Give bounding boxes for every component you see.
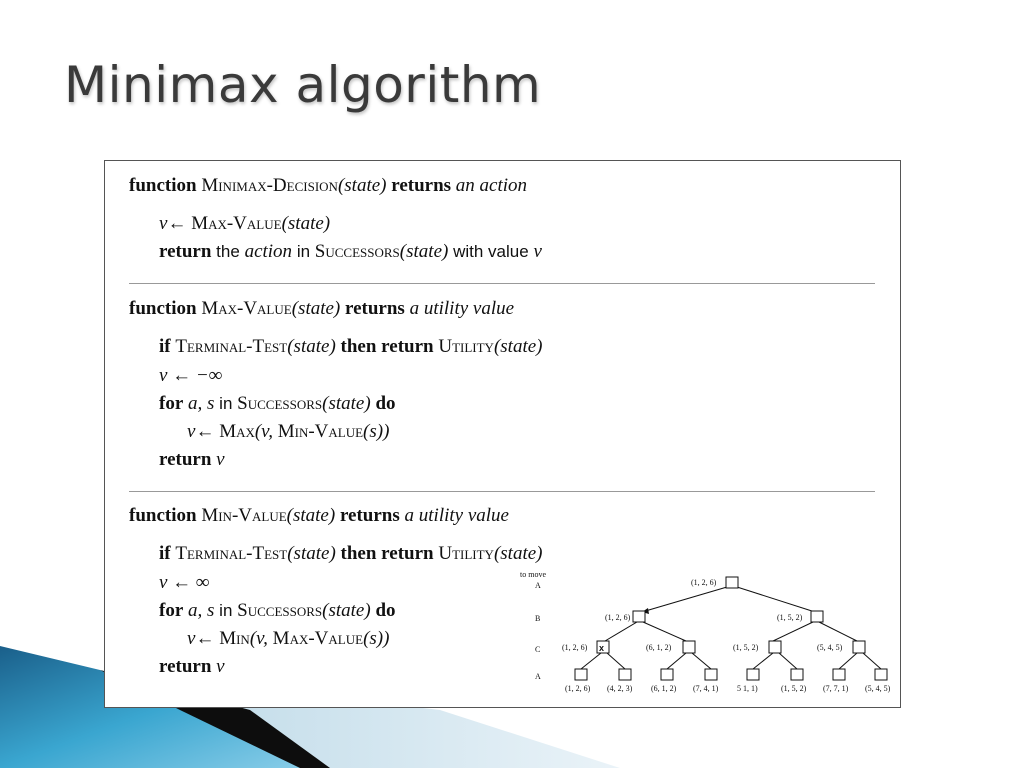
min-value-header: function Min-Value(state) returns a utility value bbox=[129, 505, 509, 526]
level-label-c: C bbox=[535, 645, 541, 654]
root-value: (1, 2, 6) bbox=[691, 578, 717, 587]
leaf-node-box bbox=[705, 669, 717, 680]
max-value-line-1: if Terminal-Test(state) then return Utility(state) bbox=[159, 336, 543, 357]
leaf-node-box bbox=[747, 669, 759, 680]
level-label-a: A bbox=[535, 581, 541, 590]
c-node-value: (5, 4, 5) bbox=[817, 643, 843, 652]
max-value-header: function Max-Value(state) returns a utility value bbox=[129, 298, 515, 319]
b-node-box bbox=[811, 611, 823, 622]
leaf-node-box bbox=[575, 669, 587, 680]
max-value-line-3: for a, s in Successors(state) do bbox=[159, 393, 396, 414]
leaf-value: (7, 4, 1) bbox=[693, 684, 719, 693]
leaf-value: (6, 1, 2) bbox=[651, 684, 677, 693]
minimax-decision-line-1: v← Max-Value(state) bbox=[159, 213, 331, 234]
leaf-value: (7, 7, 1) bbox=[823, 684, 849, 693]
min-value-line-5: return v bbox=[159, 656, 225, 677]
root-node-box bbox=[726, 577, 738, 588]
game-tree-figure bbox=[515, 565, 900, 700]
leaf-node-box bbox=[791, 669, 803, 680]
slide-title: Minimax algorithm bbox=[64, 56, 542, 114]
leaf-value: 5 1, 1) bbox=[737, 684, 758, 693]
c-node-value: (6, 1, 2) bbox=[646, 643, 672, 652]
leaf-node-box bbox=[619, 669, 631, 680]
c-node-box bbox=[853, 641, 865, 653]
b-node-value: (1, 2, 6) bbox=[605, 613, 631, 622]
max-value-line-2: v ← −∞ bbox=[159, 365, 223, 386]
c-node-value: (1, 2, 6) bbox=[562, 643, 588, 652]
level-label-a-leaf: A bbox=[535, 672, 541, 681]
min-value-line-3: for a, s in Successors(state) do bbox=[159, 600, 396, 621]
divider bbox=[129, 491, 875, 492]
leaf-node-box bbox=[833, 669, 845, 680]
b-node-box bbox=[633, 611, 645, 622]
leaf-node-box bbox=[875, 669, 887, 680]
min-value-line-4: v← Min(v, Max-Value(s)) bbox=[187, 628, 390, 649]
leaf-node-box bbox=[661, 669, 673, 680]
max-value-line-4: v← Max(v, Min-Value(s)) bbox=[187, 421, 390, 442]
c-node-box bbox=[769, 641, 781, 653]
c-node-box bbox=[683, 641, 695, 653]
minimax-decision-header: function Minimax-Decision(state) returns an action bbox=[129, 175, 528, 196]
leaf-value: (5, 4, 5) bbox=[865, 684, 891, 693]
min-value-line-2: v ← ∞ bbox=[159, 572, 210, 593]
minimax-decision-line-2: return the action in Successors(state) with value v bbox=[159, 241, 542, 262]
b-node-value: (1, 5, 2) bbox=[777, 613, 803, 622]
leaf-value: (1, 2, 6) bbox=[565, 684, 591, 693]
pruned-mark: x bbox=[599, 643, 605, 653]
c-node-value: (1, 5, 2) bbox=[733, 643, 759, 652]
to-move-label: to move bbox=[520, 570, 546, 579]
level-label-b: B bbox=[535, 614, 541, 623]
max-value-line-5: return v bbox=[159, 449, 225, 470]
divider bbox=[129, 283, 875, 284]
leaf-value: (1, 5, 2) bbox=[781, 684, 807, 693]
leaf-value: (4, 2, 3) bbox=[607, 684, 633, 693]
min-value-line-1: if Terminal-Test(state) then return Utility(state) bbox=[159, 543, 543, 564]
